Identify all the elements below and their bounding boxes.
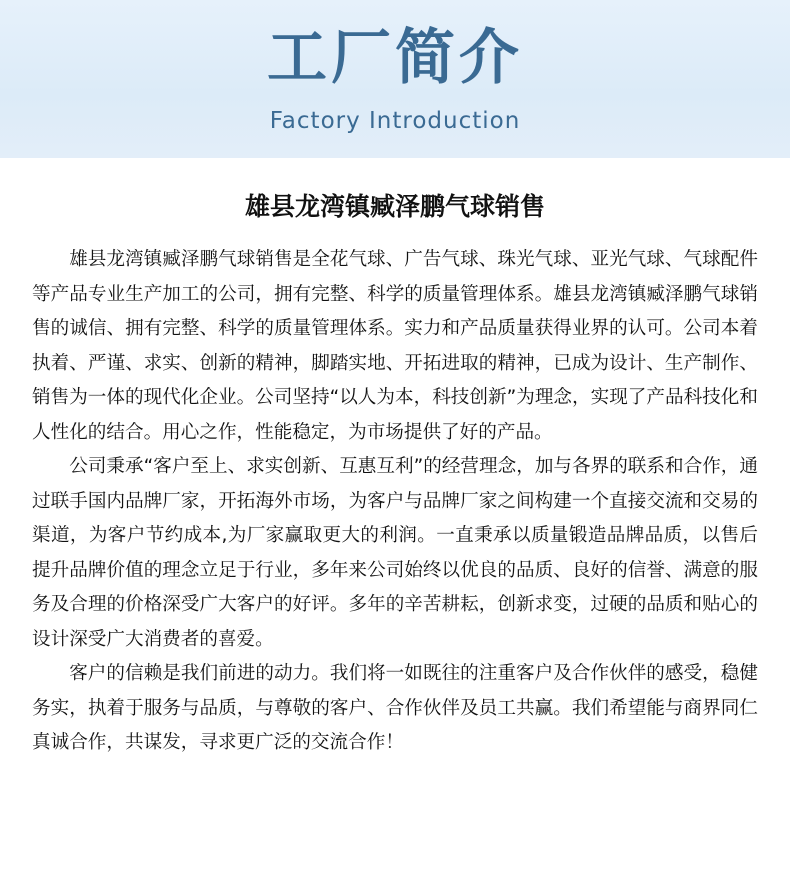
introduction-text <box>32 243 758 761</box>
company-name-heading: 雄县龙湾镇臧泽鹏气球销售 <box>244 192 545 221</box>
intro-paragraph-1: 雄县龙湾镇臧泽鹏气球销售是全花气球、广告气球、珠光气球、亚光气球、气球配件等产品专业生产加工的公司，拥有完整、科学的质量管理体系。雄县龙湾镇臧泽鹏气球销售的诚信、拥有完整、科学的质量管理体系。实力和产品质量获得业界的认可。公司本着执着、严谨、求实、创新的精神，脚踏实地、开拓进取的精神，已成为设计、生产制作、销售为一体的现代化企业。公司坚持“以人为本，科技创新”为理念，实现了产品科技化和人性化的结合。用心之作，性能稳定，为市场提供了好的产品。 <box>32 249 758 443</box>
intro-paragraph-3: 客户的信赖是我们前进的动力。我们将一如既往的注重客户及合作伙伴的感受，稳健务实，执着于服务与品质，与尊敬的客户、合作伙伴及员工共赢。我们希望能与商界同仁真诚合作，共谋发，寻求更广泛的交流合作！ <box>32 663 758 753</box>
intro-paragraph-2: 公司秉承“客户至上、求实创新、互惠互利”的经营理念，加与各界的联系和合作，通过联手国内品牌厂家，开拓海外市场，为客户与品牌厂家之间构建一个直接交流和交易的渠道，为客户节约成本,为厂家赢取更大的利润。一直秉承以质量锻造品牌品质，以售后提升品牌价值的理念立足于行业，多年来公司始终以优良的品质、良好的信誉、满意的服务及合理的价格深受广大客户的好评。多年的辛苦耕耘，创新求变，过硬的品质和贴心的设计深受广大消费者的喜爱。 <box>32 456 758 650</box>
page-subtitle: Factory Introduction <box>269 108 521 134</box>
page-title: 工厂简介 <box>267 23 523 93</box>
header-banner <box>0 0 790 158</box>
